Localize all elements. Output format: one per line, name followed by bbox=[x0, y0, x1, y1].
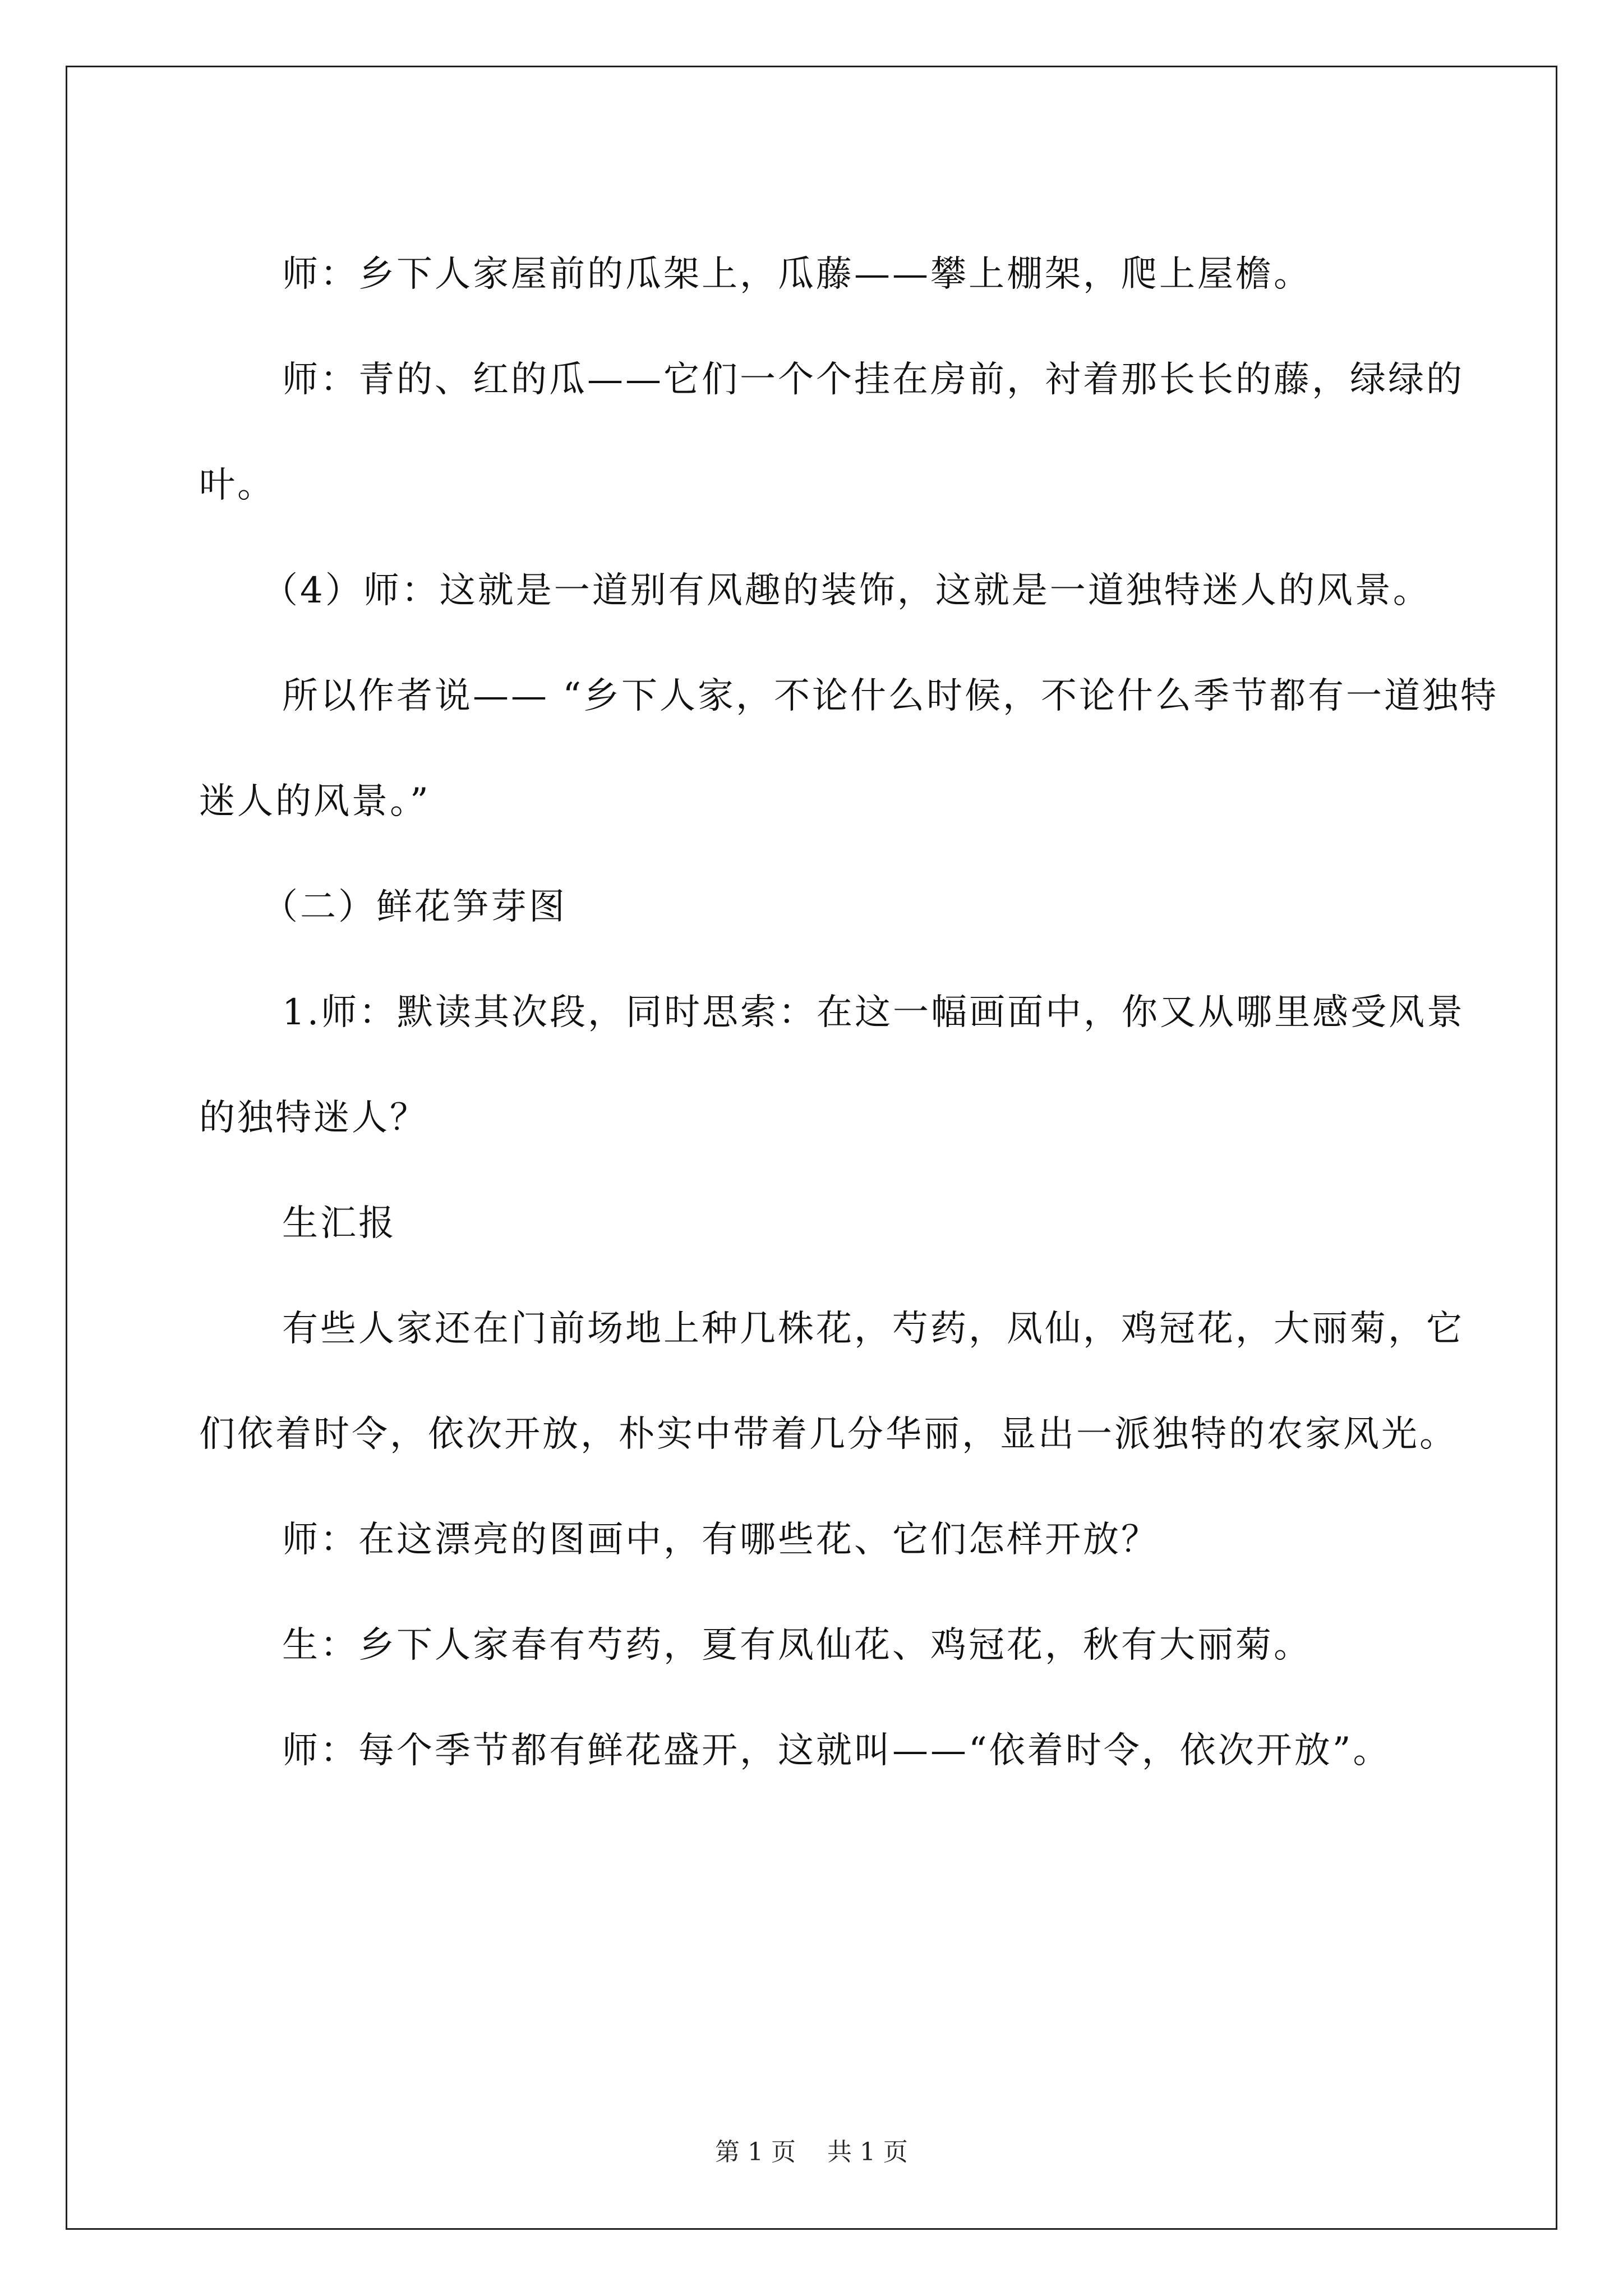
paragraph-1: 师：乡下人家屋前的瓜架上，瓜藤——攀上棚架，爬上屋檐。 bbox=[282, 254, 1312, 295]
paragraph-8: 有些人家还在门前场地上种几株花，芍药，凤仙，鸡冠花，大丽菊，它们依着时令，依次开放，朴实中带着几分华丽，显出一派独特的农家风光。 bbox=[199, 1308, 1464, 1455]
paragraph-11: 师：每个季节都有鲜花盛开，这就叫——“依着时令，依次开放”。 bbox=[282, 1730, 1391, 1772]
paragraph-2: 师：青的、红的瓜——它们一个个挂在房前，衬着那长长的藤，绿绿的叶。 bbox=[199, 359, 1464, 506]
paragraph-6: 1.师：默读其次段，同时思索：在这一幅画面中，你又从哪里感受风景的独特迷人？ bbox=[199, 992, 1465, 1139]
document-body bbox=[199, 222, 1500, 1803]
section-heading: （二）鲜花笋芽图 bbox=[262, 886, 567, 928]
paragraph-4: 所以作者说—— “乡下人家，不论什么时候，不论什么季节都有一道独特迷人的风景。” bbox=[199, 675, 1499, 822]
paragraph-9: 师：在这漂亮的图画中，有哪些花、它们怎样开放？ bbox=[282, 1519, 1159, 1561]
paragraph-7: 生汇报 bbox=[282, 1203, 396, 1244]
page-number-footer: 第 1 页 共 1 页 bbox=[715, 2138, 908, 2166]
paragraph-3: （4）师：这就是一道别有风趣的装饰，这就是一道独特迷人的风景。 bbox=[262, 570, 1431, 611]
paragraph-10: 生：乡下人家春有芍药，夏有凤仙花、鸡冠花，秋有大丽菊。 bbox=[282, 1625, 1312, 1666]
